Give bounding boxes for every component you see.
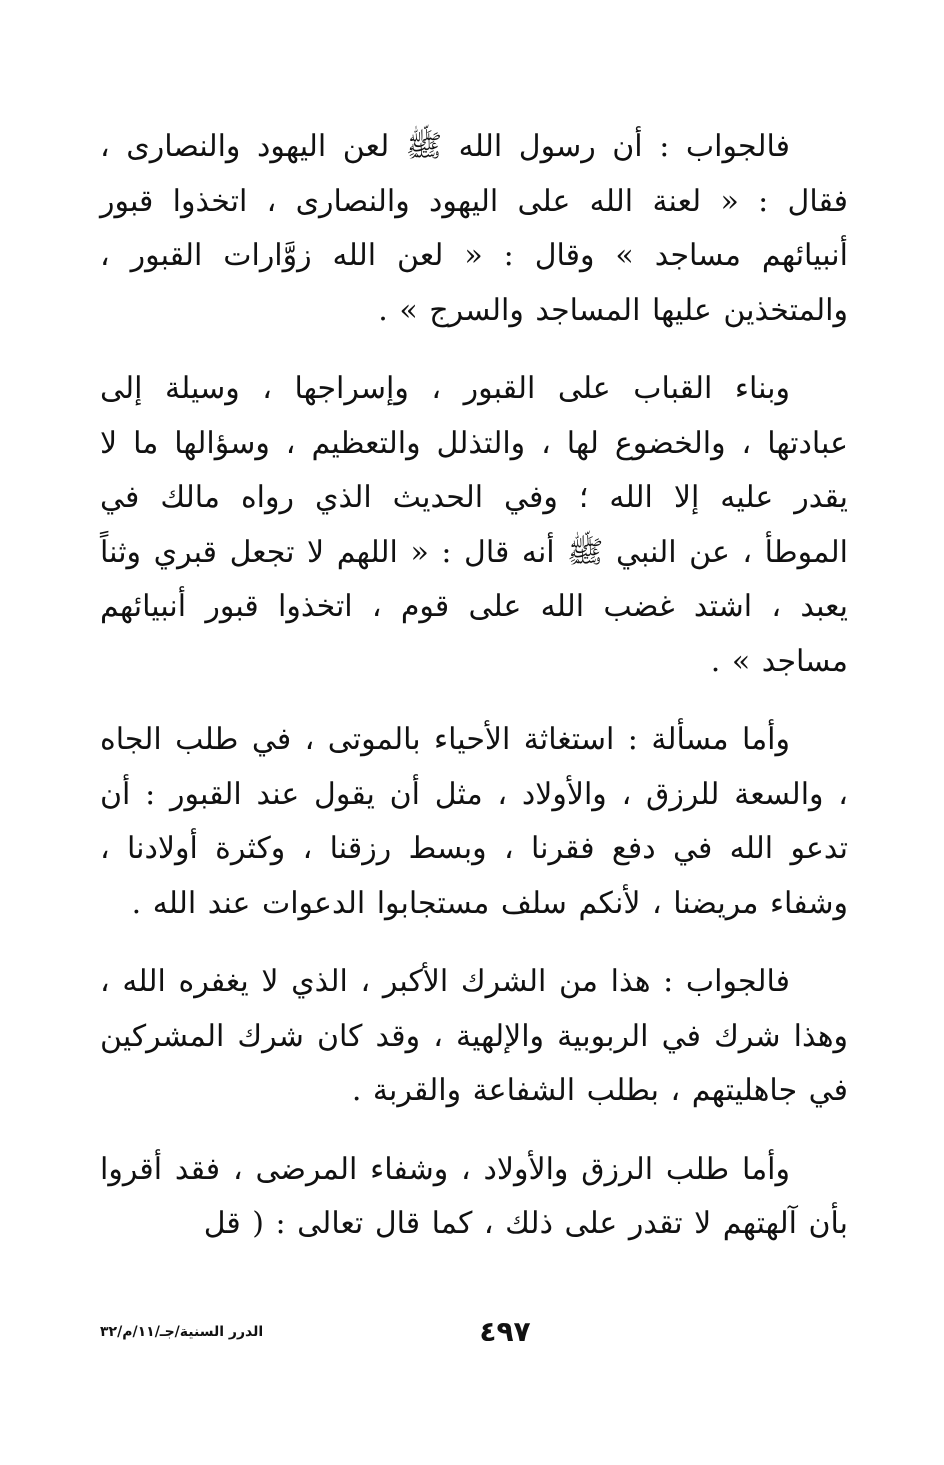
page-footer (100, 1312, 848, 1352)
paragraph-seeking-help-from-dead: وأما مسألة : استغاثة الأحياء بالموتى ، في طلب الجاه ، والسعة للرزق ، والأولاد ، مثل أن يقول عند القبور : أن تدعو الله في دفع فقرنا ، وبسط رزقنا ، وكثرة أولادنا ، وشفاء مريضنا ، لأنكم سلف مستجابوا الدعوات عند الله . (100, 722, 848, 921)
paragraph-answer-major-shirk: فالجواب : هذا من الشرك الأكبر ، الذي لا يغفره الله ، وهذا شرك في الربوبية والإلهية ، وقد كان شرك المشركين في جاهليتهم ، بطلب الشفاعة والقربة . (100, 964, 848, 1108)
paragraph-domes-over-graves: وبناء القباب على القبور ، وإسراجها ، وسيلة إلى عبادتها ، والخضوع لها ، والتذلل والتعظيم ، وسؤالها ما لا يقدر عليه إلا الله ؛ وفي الحديث الذي رواه مالك في الموطأ ، عن النبي ﷺ أنه قال : « اللهم لا تجعل قبري وثناً يعبد ، اشتد غضب الله على قوم ، اتخذوا قبور أنبيائهم مساجد » . (100, 371, 848, 679)
paragraph-seeking-provision: وأما طلب الرزق والأولاد ، وشفاء المرضى ، فقد أقروا بأن آلهتهم لا تقدر على ذلك ، كما قال تعالى : ( قل (100, 1151, 848, 1241)
page-body (100, 120, 848, 1252)
paragraph-answer-cursing: فالجواب : أن رسول الله ﷺ لعن اليهود والنصارى ، فقال : « لعنة الله على اليهود والنصارى ، اتخذوا قبور أنبيائهم مساجد » وقال : « لعن الله زوَّارات القبور ، والمتخذين عليها المساجد والسرج » . (100, 129, 848, 328)
source-reference: الدرر السنية/جـ/١١/م/٣٢ (100, 1324, 264, 1340)
page-number: ٤٩٧ (479, 1315, 531, 1348)
